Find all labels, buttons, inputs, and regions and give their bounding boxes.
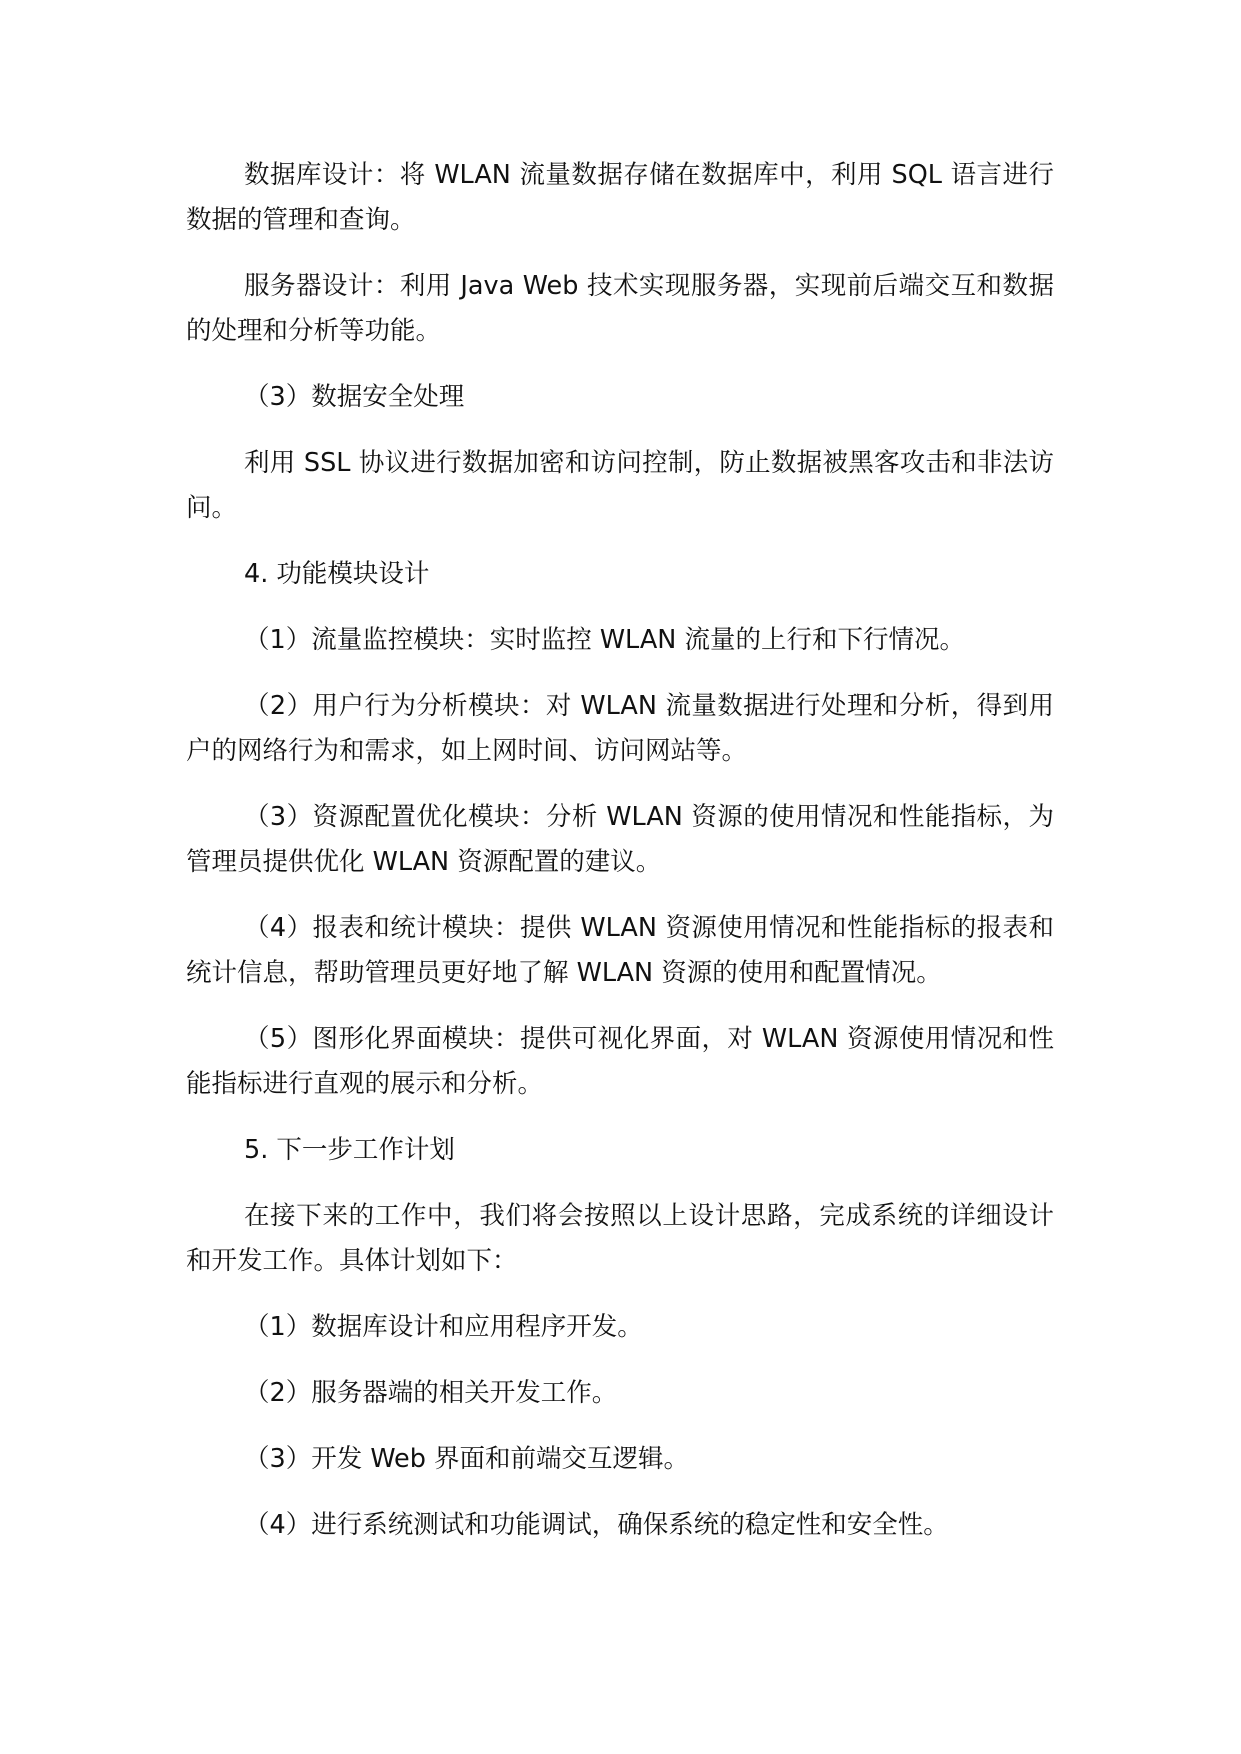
list-item-plan-1: （1）数据库设计和应用程序开发。 [244,1312,643,1342]
paragraph-ssl: 利用 SSL 协议进行数据加密和访问控制，防止数据被黑客攻击和非法访问。 [186,448,1054,523]
list-item-plan-2: （2）服务器端的相关开发工作。 [244,1378,618,1408]
list-item-reports: （4）报表和统计模块：提供 WLAN 资源使用情况和性能指标的报表和统计信息，帮助管理员更好地了解 WLAN 资源的使用和配置情况。 [186,913,1054,988]
list-item-plan-4: （4）进行系统测试和功能调试，确保系统的稳定性和安全性。 [244,1510,949,1540]
paragraph-database-design: 数据库设计：将 WLAN 流量数据存储在数据库中，利用 SQL 语言进行数据的管理和查询。 [186,160,1054,235]
heading-next-steps: 5. 下一步工作计划 [244,1135,455,1165]
list-item-user-behavior: （2）用户行为分析模块：对 WLAN 流量数据进行处理和分析，得到用户的网络行为和需求，如上网时间、访问网站等。 [186,691,1054,766]
paragraph-plan-intro: 在接下来的工作中，我们将会按照以上设计思路，完成系统的详细设计和开发工作。具体计划如下： [186,1201,1054,1276]
list-item-plan-3: （3）开发 Web 界面和前端交互逻辑。 [244,1444,690,1474]
list-item-resource-optimization: （3）资源配置优化模块：分析 WLAN 资源的使用情况和性能指标，为管理员提供优化 WLAN 资源配置的建议。 [186,802,1054,877]
heading-data-security: （3）数据安全处理 [244,382,465,412]
list-item-gui: （5）图形化界面模块：提供可视化界面，对 WLAN 资源使用情况和性能指标进行直观的展示和分析。 [186,1024,1054,1099]
heading-function-modules: 4. 功能模块设计 [244,559,430,589]
paragraph-server-design: 服务器设计：利用 Java Web 技术实现服务器，实现前后端交互和数据的处理和分析等功能。 [186,271,1054,346]
list-item-traffic-monitor: （1）流量监控模块：实时监控 WLAN 流量的上行和下行情况。 [244,625,965,655]
document-body [186,153,1054,1569]
